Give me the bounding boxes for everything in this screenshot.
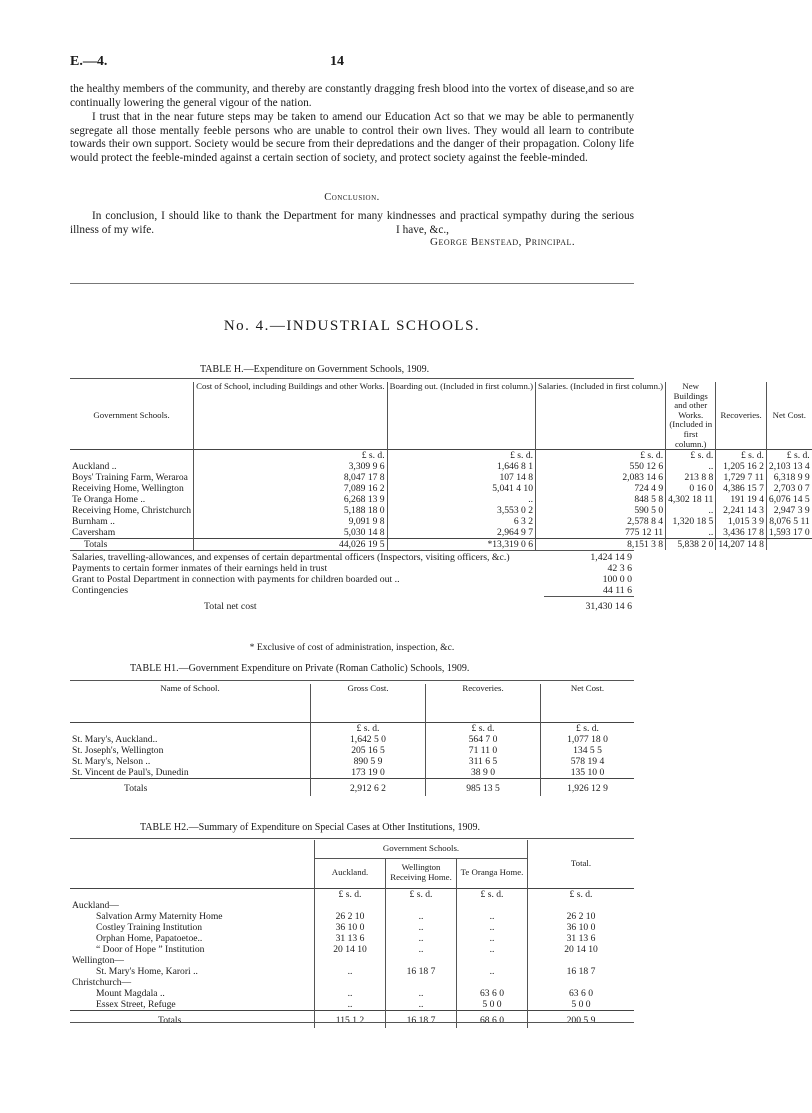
table-cell: 5,188 18 0 xyxy=(194,505,388,516)
table-cell: 2,103 13 4 xyxy=(768,461,810,473)
table-row xyxy=(70,933,634,944)
table-cell: 20 14 10 xyxy=(315,944,386,955)
totals-label: Totals xyxy=(70,539,194,551)
table-h-top-rule xyxy=(70,378,634,379)
table-row xyxy=(70,922,634,933)
table-row xyxy=(70,483,812,494)
table-h-unit-row xyxy=(70,450,812,462)
table-h-extras xyxy=(70,552,634,613)
table-row xyxy=(70,745,634,756)
table-cell: 4,386 15 7 xyxy=(716,483,767,494)
row-label: Salvation Army Maternity Home xyxy=(70,911,315,922)
table-cell: 134 5 5 xyxy=(573,744,602,756)
table-h1-unit-row xyxy=(70,722,634,734)
table-h-header-recoveries: Recoveries. xyxy=(716,382,767,450)
row-label: St. Vincent de Paul's, Dunedin xyxy=(70,767,311,779)
table-cell: 2,703 0 7 xyxy=(773,483,810,495)
table-cell xyxy=(386,955,457,966)
section-title: No. 4.—INDUSTRIAL SCHOOLS. xyxy=(223,318,481,334)
table-h2-header-total: Total. xyxy=(570,857,592,868)
table-cell: 2,578 8 4 xyxy=(536,516,666,527)
table-cell: .. xyxy=(457,944,528,955)
table-h-header-net-cost: Net Cost. xyxy=(772,409,806,420)
table-cell: 38 9 0 xyxy=(426,767,541,779)
unit-label: £ s. d. xyxy=(536,450,666,462)
table-cell xyxy=(315,900,386,911)
table-row xyxy=(70,977,634,988)
table-cell: 564 7 0 xyxy=(426,734,541,745)
table-cell xyxy=(315,977,386,988)
table-cell: 36 10 0 xyxy=(315,922,386,933)
table-cell: .. xyxy=(457,933,528,944)
extra-value: 44 11 6 xyxy=(602,585,632,596)
totals-label: Totals xyxy=(70,778,311,796)
table-cell: .. xyxy=(386,911,457,922)
table-h-bottom-rule xyxy=(70,550,634,551)
table-row xyxy=(70,734,634,745)
table-cell: 8,047 17 8 xyxy=(194,472,388,483)
table-cell: *13,319 0 6 xyxy=(387,539,535,551)
table-row xyxy=(70,955,634,966)
table-h1-header-name: Name of School. xyxy=(70,684,311,722)
table-row xyxy=(70,494,812,505)
table-cell: 9,091 9 8 xyxy=(194,516,388,527)
table-cell: 2,083 14 6 xyxy=(536,472,666,483)
totals-label: Totals xyxy=(70,1010,315,1028)
row-label: Wellington— xyxy=(70,955,315,966)
table-cell: 31 13 6 xyxy=(566,932,596,944)
table-cell: 1,642 5 0 xyxy=(311,734,426,745)
extra-row xyxy=(70,563,634,574)
unit-label: £ s. d. xyxy=(457,888,528,900)
table-row xyxy=(70,966,634,977)
extra-value: 42 3 6 xyxy=(607,563,632,574)
table-cell: 16 18 7 xyxy=(386,1010,457,1028)
table-cell: .. xyxy=(457,966,528,977)
closing-line: I have, &c., xyxy=(396,224,450,236)
table-cell: 16 18 7 xyxy=(566,965,596,977)
unit-label: £ s. d. xyxy=(666,450,716,462)
row-label: Receiving Home, Christchurch xyxy=(70,505,194,516)
table-row xyxy=(70,944,634,955)
row-label: Orphan Home, Papatoetoe.. xyxy=(70,933,315,944)
table-h-header-new-buildings: New Buildings and other Works. (Included in first column.) xyxy=(666,382,716,450)
unit-label: £ s. d. xyxy=(576,722,599,734)
table-cell: 578 19 4 xyxy=(570,755,605,767)
table-h-footnote: * Exclusive of cost of administration, inspection, &c. xyxy=(249,642,455,653)
section-divider xyxy=(70,283,634,284)
table-h1-header-net: Net Cost. xyxy=(570,683,605,693)
table-cell: 890 5 9 xyxy=(311,756,426,767)
table-cell xyxy=(315,955,386,966)
table-cell: 0 16 0 xyxy=(666,483,716,494)
unit-label: £ s. d. xyxy=(716,450,767,462)
table-cell: 724 4 9 xyxy=(536,483,666,494)
net-total-label: Total net cost xyxy=(204,600,257,612)
extra-row xyxy=(70,585,634,597)
table-row xyxy=(70,527,812,539)
table-h-title: TABLE H.—Expenditure on Government Schools, 1909. xyxy=(200,364,430,375)
table-cell: .. xyxy=(457,922,528,933)
table-cell: 31 13 6 xyxy=(315,933,386,944)
table-h2 xyxy=(70,840,634,1028)
table-h2-top-rule xyxy=(70,838,634,839)
table-cell: .. xyxy=(387,494,535,505)
table-cell xyxy=(457,900,528,911)
table-cell xyxy=(457,955,528,966)
row-label: St. Mary's, Nelson .. xyxy=(70,756,311,767)
document-code: E.—4. xyxy=(70,54,108,69)
table-cell: 1,320 18 5 xyxy=(666,516,716,527)
net-total-value: 31,430 14 6 xyxy=(544,597,634,613)
table-cell: 8,151 3 8 xyxy=(536,539,666,551)
table-cell: 36 10 0 xyxy=(566,921,596,933)
table-h2-totals-row xyxy=(70,1010,634,1028)
table-cell: 6,318 9 9 xyxy=(773,472,810,484)
table-row xyxy=(70,505,812,516)
table-row xyxy=(70,767,634,779)
table-cell: 1,205 16 2 xyxy=(716,461,767,472)
table-cell xyxy=(457,977,528,988)
table-h2-title: TABLE H2.—Summary of Expenditure on Special Cases at Other Institutions, 1909. xyxy=(140,822,480,833)
table-cell: 590 5 0 xyxy=(536,505,666,516)
row-label: Auckland— xyxy=(70,900,315,911)
table-cell: .. xyxy=(386,933,457,944)
row-label: Costley Training Institution xyxy=(70,922,315,933)
table-cell xyxy=(386,977,457,988)
conclusion-text: In conclusion, I should like to thank the Department for many kindnesses and practical sympathy during the serious illness of my wife. xyxy=(70,210,634,236)
table-cell: .. xyxy=(386,999,457,1011)
body-paragraph-2: I trust that in the near future steps may be taken to amend our Education Act so that we may be able to permanently segregate all those mentally feeble persons who are unable to control their own lives. They would all learn to contribute towards their own support. Society would be secure from their depredations and the danger of their propagation. Colony life would protect the feeble-minded against a certain section of society, and protect society against the feeble-minded. xyxy=(70,111,634,164)
table-row xyxy=(70,516,812,527)
unit-label: £ s. d. xyxy=(194,450,388,462)
table-cell: 3,553 0 2 xyxy=(387,505,535,516)
table-cell: 205 16 5 xyxy=(311,745,426,756)
table-cell: 1,926 12 9 xyxy=(567,782,608,794)
table-cell: 115 1 2 xyxy=(315,1010,386,1028)
table-cell: 550 12 6 xyxy=(536,461,666,472)
table-cell: 5,838 2 0 xyxy=(666,539,716,551)
table-cell: 63 6 0 xyxy=(569,987,593,999)
table-h1 xyxy=(70,684,634,796)
table-cell: 173 19 0 xyxy=(311,767,426,779)
table-cell: .. xyxy=(666,527,716,539)
table-cell: .. xyxy=(666,461,716,472)
table-h2-unit-row xyxy=(70,888,634,900)
row-label: Auckland .. xyxy=(70,461,194,472)
table-cell: 1,593 17 0 xyxy=(768,527,810,539)
table-cell: 5,041 4 10 xyxy=(387,483,535,494)
table-cell: 5 0 0 xyxy=(571,998,591,1010)
table-h-totals-row xyxy=(70,539,812,551)
table-h-header-salaries: Salaries. (Included in first column.) xyxy=(536,382,666,450)
unit-label: £ s. d. xyxy=(786,450,810,462)
table-h-header-boarding: Boarding out. (Included in first column.) xyxy=(387,382,535,450)
extra-row xyxy=(70,552,634,563)
unit-label: £ s. d. xyxy=(387,450,535,462)
table-cell xyxy=(386,900,457,911)
table-cell: 8,076 5 11 xyxy=(769,516,810,528)
table-h xyxy=(70,382,812,550)
net-total-row xyxy=(70,597,634,613)
table-h-header-cost: Cost of School, including Buildings and other Works. xyxy=(194,382,388,450)
table-cell: 14,207 14 8 xyxy=(716,539,767,551)
table-cell: .. xyxy=(386,988,457,999)
conclusion-heading: Conclusion. xyxy=(324,192,380,203)
row-label: Christchurch— xyxy=(70,977,315,988)
table-cell: 1,646 8 1 xyxy=(387,461,535,472)
table-cell: 44,026 19 5 xyxy=(194,539,388,551)
table-cell: 68 6 0 xyxy=(457,1010,528,1028)
table-cell: .. xyxy=(315,966,386,977)
table-cell: 2,912 6 2 xyxy=(311,778,426,796)
table-cell: 26 2 10 xyxy=(315,911,386,922)
table-cell: 200 5 9 xyxy=(566,1014,596,1026)
table-row xyxy=(70,999,634,1011)
table-cell: .. xyxy=(666,505,716,516)
table-cell: 5,030 14 8 xyxy=(194,527,388,539)
row-label: St. Joseph's, Wellington xyxy=(70,745,311,756)
table-h1-header-gross: Gross Cost. xyxy=(311,684,426,722)
table-cell: 1,077 18 0 xyxy=(567,733,608,745)
table-h2-header-blank xyxy=(70,840,315,888)
extra-label: Contingencies xyxy=(72,585,129,596)
table-cell: .. xyxy=(315,999,386,1011)
table-h2-bottom-rule xyxy=(70,1022,634,1023)
table-cell: 3,436 17 8 xyxy=(716,527,767,539)
extra-value: 100 0 0 xyxy=(602,574,632,585)
table-cell: .. xyxy=(386,922,457,933)
table-h1-header-recoveries: Recoveries. xyxy=(426,684,541,722)
table-cell: 16 18 7 xyxy=(386,966,457,977)
table-cell: 213 8 8 xyxy=(666,472,716,483)
table-cell xyxy=(528,900,635,911)
table-row xyxy=(70,461,812,472)
row-label: St. Mary's, Auckland.. xyxy=(70,734,311,745)
extra-row xyxy=(70,574,634,585)
body-paragraph-1: the healthy members of the community, and thereby are constantly dragging fresh blood into the vortex of disease,and so are continually lowering the general vigour of the nation. xyxy=(70,83,634,109)
table-cell: 1,729 7 11 xyxy=(716,472,767,483)
signature: George Benstead, Principal. xyxy=(430,236,576,248)
table-cell: 191 19 4 xyxy=(716,494,767,505)
row-label: Caversham xyxy=(70,527,194,539)
table-cell xyxy=(766,539,811,551)
table-cell: 848 5 8 xyxy=(536,494,666,505)
unit-label: £ s. d. xyxy=(426,722,541,734)
table-cell: 2,947 3 9 xyxy=(773,505,810,517)
unit-label: £ s. d. xyxy=(569,888,593,900)
unit-label: £ s. d. xyxy=(311,722,426,734)
row-label: Receiving Home, Wellington xyxy=(70,483,194,494)
table-row xyxy=(70,988,634,999)
unit-label: £ s. d. xyxy=(386,888,457,900)
table-cell: 985 13 5 xyxy=(426,778,541,796)
row-label: “ Door of Hope ” Institution xyxy=(70,944,315,955)
table-h2-group-header: Government Schools. xyxy=(315,840,528,858)
row-label: Mount Magdala .. xyxy=(70,988,315,999)
table-cell: 6,076 14 5 xyxy=(768,494,810,506)
table-cell: 4,302 18 11 xyxy=(666,494,716,505)
table-cell: 107 14 8 xyxy=(387,472,535,483)
row-label: Burnham .. xyxy=(70,516,194,527)
table-cell: 20 14 10 xyxy=(564,943,598,955)
row-label: Essex Street, Refuge xyxy=(70,999,315,1011)
table-cell: .. xyxy=(315,988,386,999)
page-number: 14 xyxy=(330,54,344,69)
table-h2-header-te-oranga: Te Oranga Home. xyxy=(457,858,528,888)
table-h2-header-wellington: Wellington Receiving Home. xyxy=(386,858,457,888)
table-cell: 2,964 9 7 xyxy=(387,527,535,539)
table-cell: .. xyxy=(386,944,457,955)
row-label: Te Oranga Home .. xyxy=(70,494,194,505)
table-row xyxy=(70,911,634,922)
table-cell: 311 6 5 xyxy=(426,756,541,767)
extra-label: Payments to certain former inmates of their earnings held in trust xyxy=(72,563,328,574)
table-cell: 5 0 0 xyxy=(457,999,528,1011)
table-row xyxy=(70,756,634,767)
table-cell xyxy=(528,977,635,988)
table-row xyxy=(70,900,634,911)
table-h-header-school: Government Schools. xyxy=(70,382,194,450)
table-cell: 26 2 10 xyxy=(566,910,596,922)
table-cell: 2,241 14 3 xyxy=(716,505,767,516)
table-h1-title: TABLE H1.—Government Expenditure on Private (Roman Catholic) Schools, 1909. xyxy=(130,663,470,674)
table-h2-header-auckland: Auckland. xyxy=(315,858,386,888)
table-cell: 135 10 0 xyxy=(570,766,605,778)
table-h1-top-rule xyxy=(70,680,634,681)
row-label: St. Mary's Home, Karori .. xyxy=(70,966,315,977)
table-cell: 6 3 2 xyxy=(387,516,535,527)
table-cell: .. xyxy=(457,911,528,922)
unit-label: £ s. d. xyxy=(315,888,386,900)
extra-label: Salaries, travelling-allowances, and expenses of certain departmental officers (Inspectors, visiting officers, &c.) xyxy=(72,552,510,563)
table-cell: 7,089 16 2 xyxy=(194,483,388,494)
table-cell: 3,309 9 6 xyxy=(194,461,388,472)
table-cell: 63 6 0 xyxy=(457,988,528,999)
table-cell: 6,268 13 9 xyxy=(194,494,388,505)
table-row xyxy=(70,472,812,483)
extra-value: 1,424 14 9 xyxy=(590,552,632,563)
row-label: Boys' Training Farm, Weraroa xyxy=(70,472,194,483)
table-cell xyxy=(528,955,635,966)
table-cell: 71 11 0 xyxy=(426,745,541,756)
extra-label: Grant to Postal Department in connection with payments for children boarded out .. xyxy=(72,574,400,585)
table-cell: 1,015 3 9 xyxy=(716,516,767,527)
table-cell: 775 12 11 xyxy=(536,527,666,539)
table-h1-totals-row xyxy=(70,778,634,796)
